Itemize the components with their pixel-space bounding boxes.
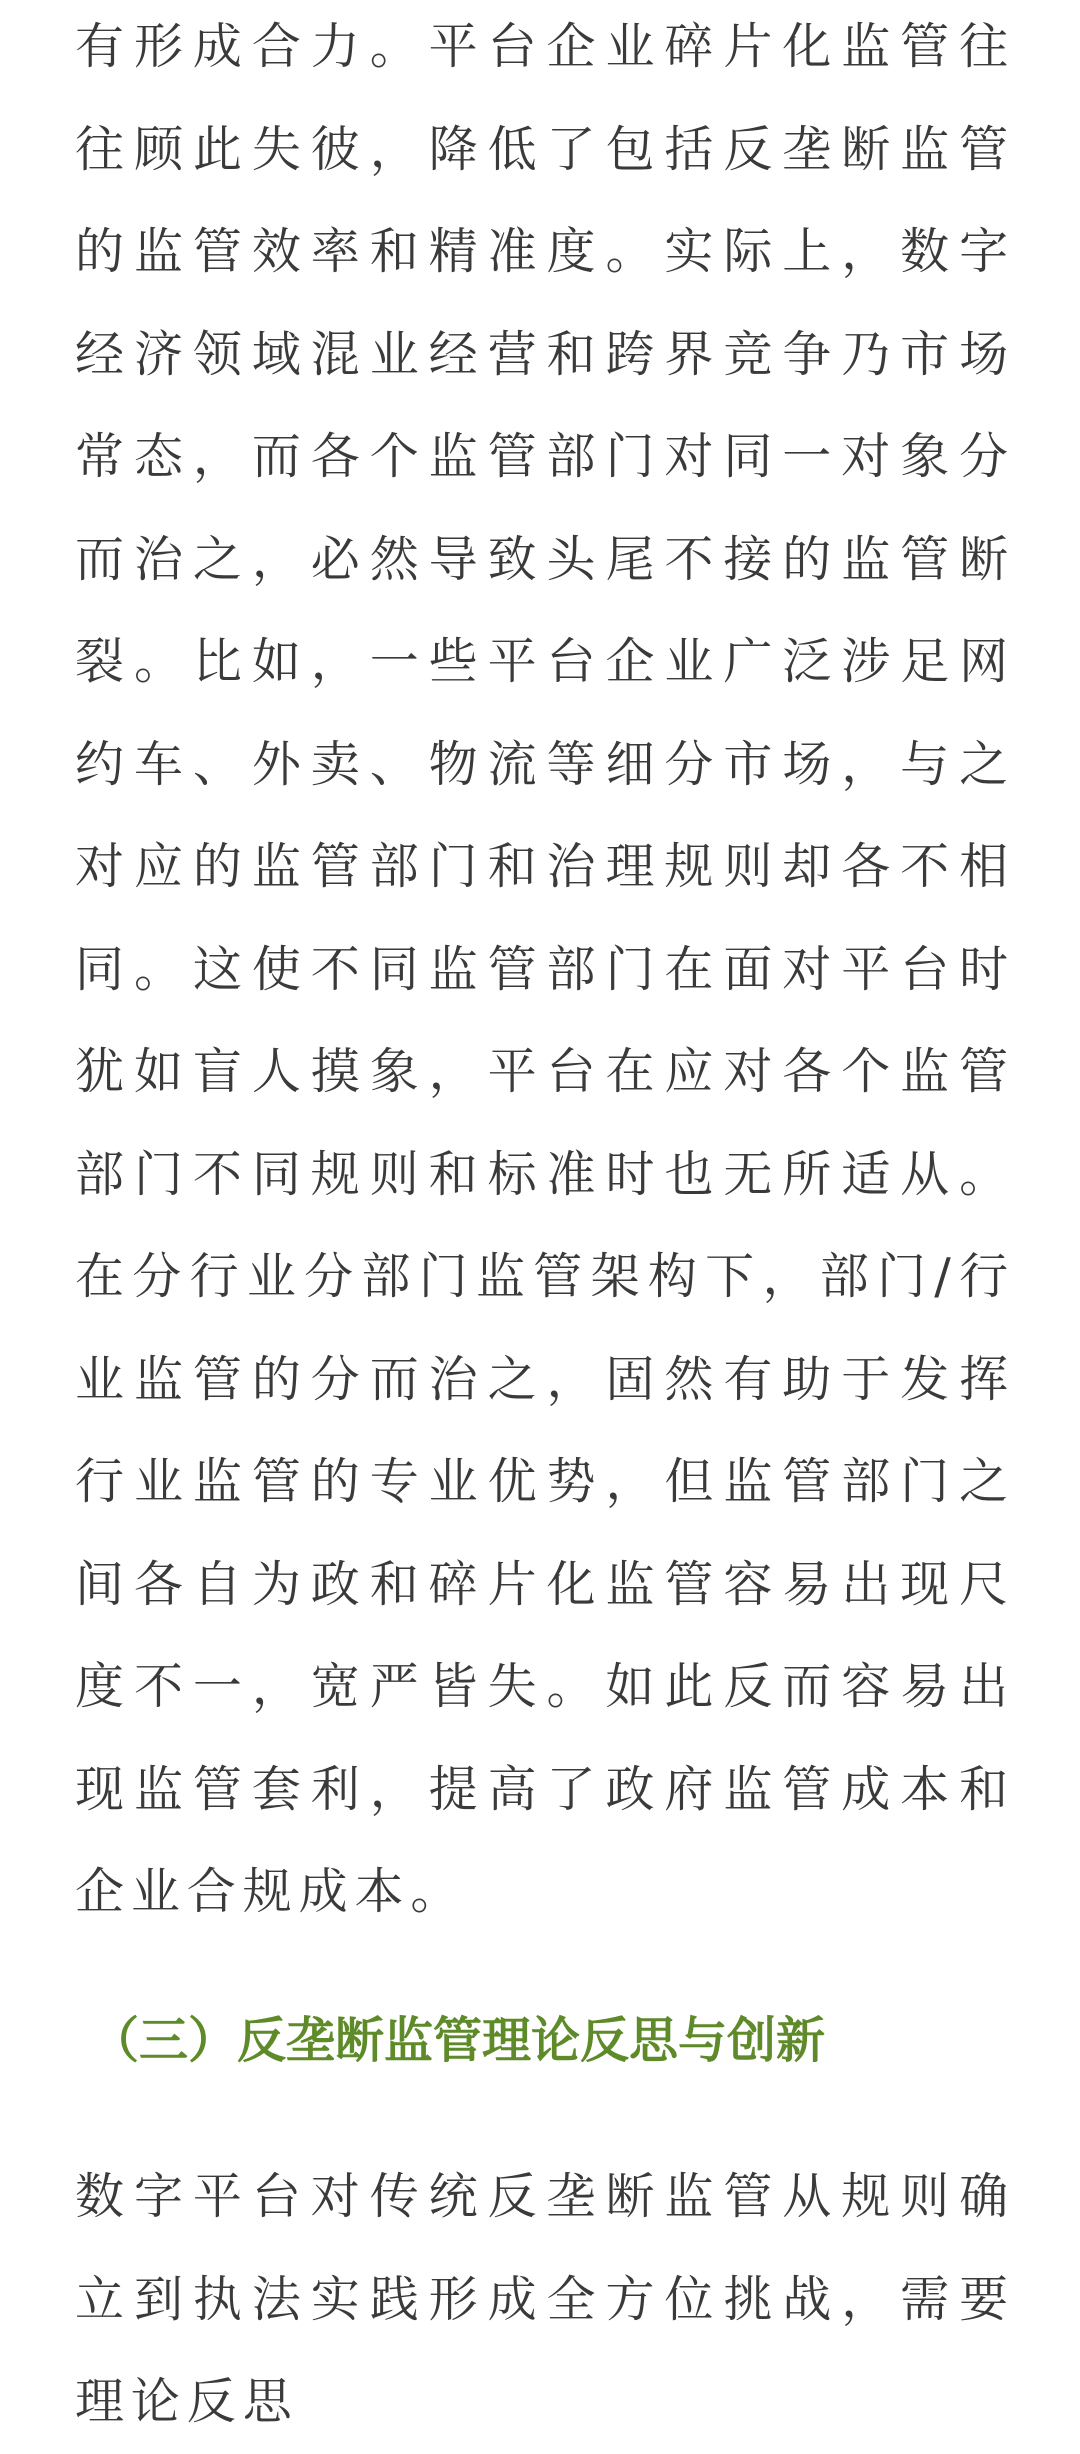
article-body — [75, 0, 1015, 2454]
article-paragraph: 数字平台对传统反垄断监管从规则确立到执法实践形成全方位挑战，需要理论反思 — [75, 2168, 1015, 2430]
article-paragraph: 有形成合力。平台企业碎片化监管往往顾此失彼，降低了包括反垄断监管的监管效率和精准度。实际上，数字经济领域混业经营和跨界竞争乃市场常态，而各个监管部门对同一对象分而治之，必然导致头尾不接的监管断裂。比如，一些平台企业广泛涉足网约车、外卖、物流等细分市场，与之对应的监管部门和治理规则却各不相同。这使不同监管部门在面对平台时犹如盲人摸象，平台在应对各个监管部门不同规则和标准时也无所适从。在分行业分部门监管架构下，部门/行业监管的分而治之，固然有助于发挥行业监管的专业优势，但监管部门之间各自为政和碎片化监管容易出现尺度不一，宽严皆失。如此反而容易出现监管套利，提高了政府监管成本和企业合规成本。 — [75, 18, 1015, 1920]
section-heading: （三）反垄断监管理论反思与创新 — [90, 2011, 826, 2069]
